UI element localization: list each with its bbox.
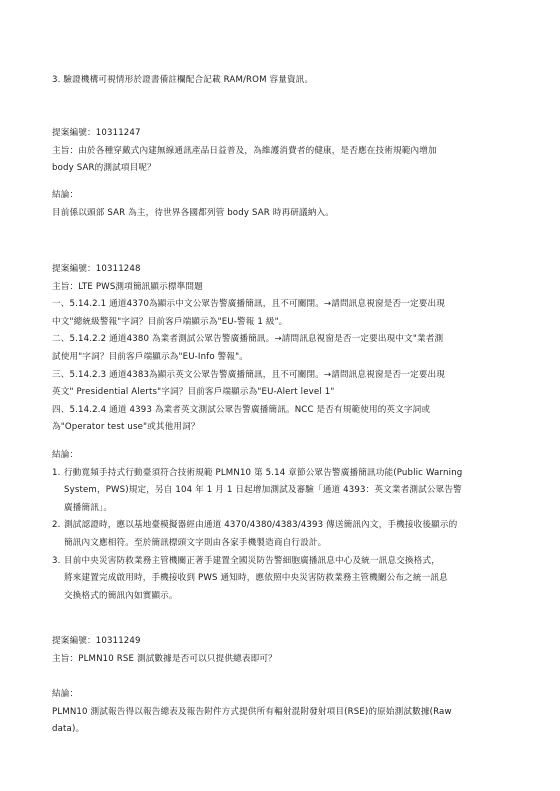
subject-line: 三、5.14.2.3 通道4383為顯示英文公眾告警廣播簡訊，且不可關閉。→請問訊息視窗是否一定要出現 <box>52 369 445 380</box>
subject-line: 試使用"字詞？目前客戶端顯示為"EU-Info 警報"。 <box>52 351 248 362</box>
subject-line: 一、5.14.2.1 通道4370為顯示中文公眾告警廣播簡訊，且不可關閉。→請問訊息視窗是否一定要出現 <box>52 299 445 310</box>
subject-line: 主旨：LTE PWS測項簡訊顯示標準問題 <box>52 281 203 292</box>
conclusion-item-3 <box>52 553 522 606</box>
conclusion-line: PLMN10 測試報告得以報告總表及報告附件方式提供所有輻射混附發射項目(RSE)的原始測試數據(Raw <box>52 706 452 717</box>
subject-line: 中文"總統級警報"字詞？目前客戶端顯示為"EU-警報 1 級"。 <box>52 316 288 327</box>
conclusion-item-1 <box>52 465 522 518</box>
proposal-id: 提案編號：10311248 <box>52 264 141 274</box>
item-line: 交換格式的簡訊內如實顯示。 <box>64 590 178 601</box>
item-line: 簡訊內文應相符。至於簡訊標頭文字則由各家手機製造商自行設計。 <box>64 537 327 548</box>
subject-line: 二、5.14.2.2 通道4380 為業者測試公眾告警廣播簡訊。→請問訊息視窗是否一定要出現中文"業者測 <box>52 334 444 345</box>
proposal-id: 提案編號：10311249 <box>52 636 141 646</box>
item-line: 將來建置完成啟用時，手機接收到 PWS 通知時，應依照中央災害防救業務主管機關公布之統一訊息 <box>64 573 448 584</box>
proposal-id: 提案編號：10311247 <box>52 128 141 138</box>
item-line: 目前中央災害防救業務主管機關正著手建置全國災防告警細胞廣播訊息中心及統一訊息交換格式， <box>64 555 440 566</box>
subject-line: 四、5.14.2.4 通道 4393 為業者英文測試公眾告警廣播簡訊。NCC 是否有規範使用的英文字詞或 <box>52 404 431 415</box>
conclusion-10311249 <box>52 686 522 739</box>
intro-line: 3. 驗證機構可視情形於證書備註欄配合記載 RAM/ROM 容量資訊。 <box>52 75 314 85</box>
conclusion-label: 結論： <box>52 190 79 200</box>
conclusion-line: data)。 <box>52 724 85 735</box>
proposal-10311247 <box>52 125 522 178</box>
item-number: 1. <box>52 467 61 478</box>
item-number: 2. <box>52 520 61 531</box>
item-line: 測試認證時，應以基地臺模擬器經由通道 4370/4380/4383/4393 傳送簡訊內文，手機接收後顯示的 <box>64 520 458 531</box>
conclusion-line: 目前係以頭部 SAR 為主，待世界各國都列管 body SAR 時再研議納入。 <box>52 207 334 218</box>
subject-line: body SAR的測試項目呢？ <box>52 163 156 174</box>
subject-line: 主旨：PLMN10 RSE 測試數據是否可以只提供總表即可？ <box>52 653 277 664</box>
subject-line: 為"Operator test use"或其他用詞？ <box>52 422 200 433</box>
conclusion-item-2 <box>52 517 522 552</box>
subject-line: 主旨：由於各種穿戴式內建無線通訊產品日益普及，為維護消費者的健康，是否應在技術規範內增加 <box>52 145 437 156</box>
proposal-10311248 <box>52 261 522 437</box>
item-line: 廣播簡訊」。 <box>64 502 113 513</box>
item-number: 3. <box>52 555 61 566</box>
conclusion-label: 結論： <box>52 689 79 699</box>
intro-paragraph <box>52 72 522 90</box>
proposal-10311249 <box>52 633 522 668</box>
conclusion-10311247 <box>52 187 522 222</box>
conclusion-10311248 <box>52 447 522 605</box>
subject-line: 英文" Presidential Alerts"字詞？目前客戶端顯示為"EU-Alert level 1" <box>52 387 335 398</box>
conclusion-label: 結論： <box>52 450 79 460</box>
item-line: System，PWS)規定，另自 104 年 1 月 1 日起增加測試及審驗「通道 4393：英文業者測試公眾告警 <box>64 485 462 496</box>
item-line: 行動寬頻手持式行動臺須符合技術規範 PLMN10 第 5.14 章節公眾告警廣播簡訊功能(Public Warning <box>64 467 463 478</box>
